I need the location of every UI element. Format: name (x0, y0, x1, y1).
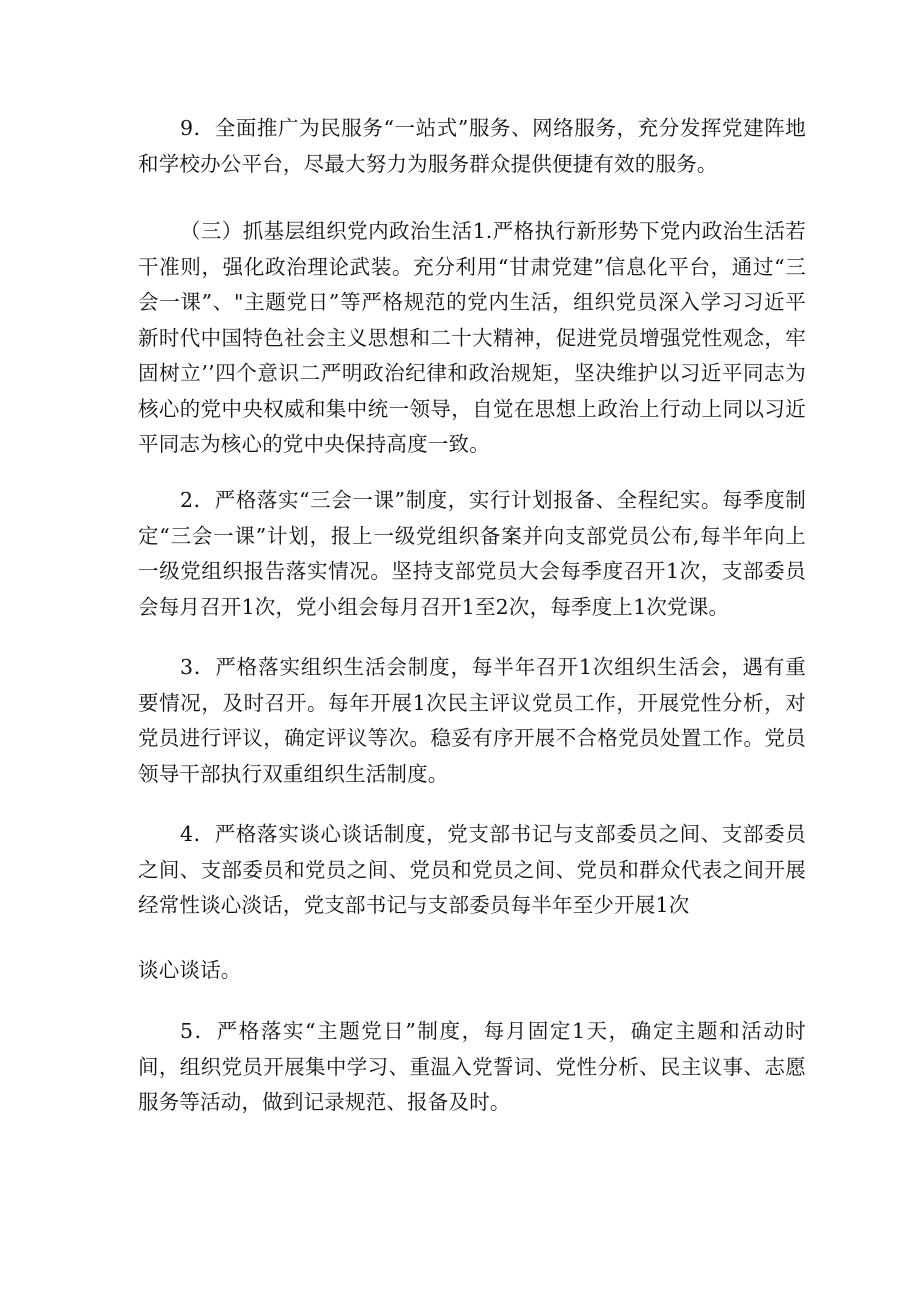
paragraph-item-4: 4．严格落实谈心谈话制度，党支部书记与支部委员之间、支部委员之间、支部委员和党员之间、党员和党员之间、党员和群众代表之间开展经常性谈心淡话，党支部书记与支部委员每半年至少开展1次 (138, 822, 806, 917)
paragraph-item-2: 2．严格落实“三会一课”制度，实行计划报备、全程纪实。每季度制定“三会一课”计划，报上一级党组织备案并向支部党员公布,每半年向上一级党组织报告落实情况。坚持支部党员大会每季度召开1次，支部委员会每月召开1次，党小组会每月召开1至2次，每季度上1次党课。 (138, 488, 806, 619)
paragraph-item-4-continued: 谈心谈话。 (138, 958, 242, 982)
paragraph-item-5: 5．严格落实“主题党日”制度，每月固定1天，确定主题和活动时间，组织党员开展集中学习、重温入党誓词、党性分析、民主议事、志愿服务等活动，做到记录规范、报备及时。 (138, 1019, 806, 1114)
paragraph-item-3: 3．严格落实组织生活会制度，每半年召开1次组织生活会，遇有重要情况，及时召开。每年开展1次民主评议党员工作，开展党性分析，对党员进行评议，确定评议等次。稳妥有序开展不合格党员处置工作。党员领导干部执行双重组织生活制度。 (138, 655, 806, 786)
paragraph-section-3: （三）抓基层组织党内政治生活1.严格执行新形势下党内政治生活若干准则，强化政治理论武装。充分利用“甘肃党建”信息化平台，通过“三会一课”、"主题党日”等严格规范的党内生活，组织党员深入学习习近平新时代中国特色社会主义思想和二十大精神，促进党员增强党性观念，牢固树立’’四个意识二严明政治纪律和政治规矩，坚决维护以习近平同志为核心的党中央权威和集中统一领导，自觉在思想上政治上行动上同以习近平同志为核心的党中央保持高度一致。 (138, 219, 806, 456)
paragraph-item-9: 9．全面推广为民服务“一站式”服务、网络服务，充分发挥党建阵地和学校办公平台，尽最大努力为服务群众提供便捷有效的服务。 (138, 116, 806, 176)
